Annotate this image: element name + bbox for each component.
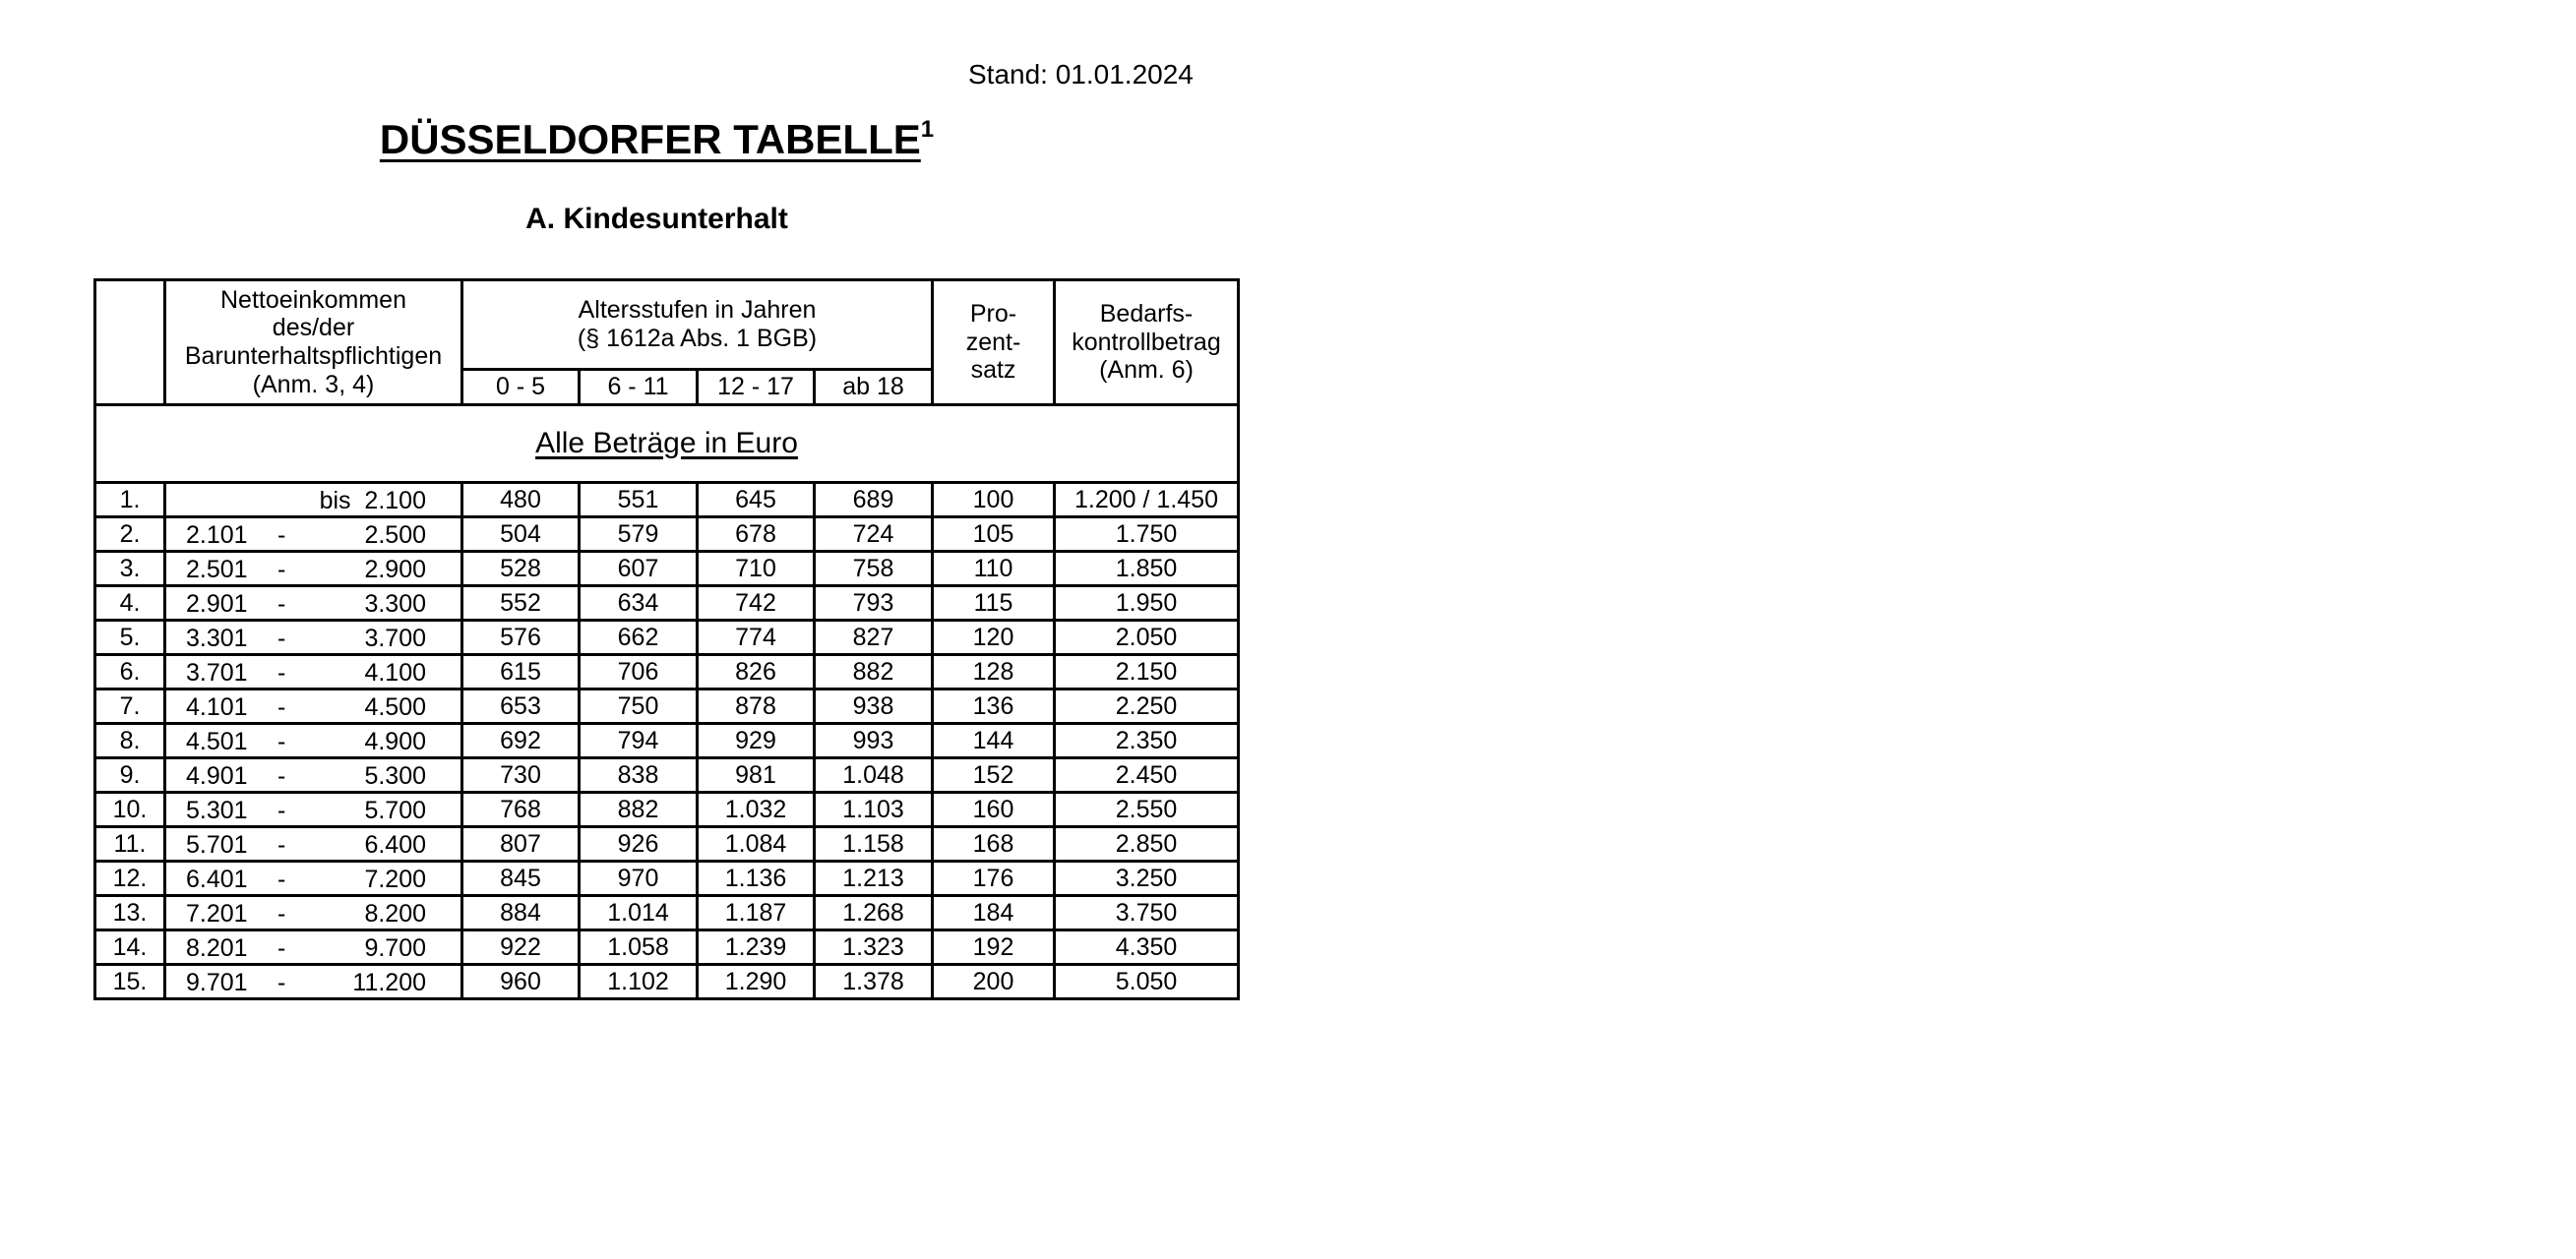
table-row — [95, 586, 1239, 621]
amount-age-6-11: 551 — [580, 483, 698, 517]
income-dash: - — [277, 521, 286, 549]
table-row — [95, 552, 1239, 586]
duesseldorfer-table — [93, 278, 1240, 1000]
header-bedarf — [1055, 280, 1239, 405]
amount-age-ab-18: 1.103 — [815, 793, 933, 827]
percent-value: 120 — [933, 621, 1055, 655]
amount-age-6-11: 794 — [580, 724, 698, 758]
income-to: bis 2.100 — [319, 487, 426, 514]
table-row — [95, 965, 1239, 999]
percent-value: 184 — [933, 896, 1055, 930]
bedarf-value: 1.850 — [1055, 552, 1239, 586]
income-from: 5.301 — [186, 797, 248, 824]
amount-age-12-17: 1.032 — [698, 793, 815, 827]
amount-age-6-11: 1.058 — [580, 930, 698, 965]
amount-age-ab-18: 1.323 — [815, 930, 933, 965]
stand-date: Stand: 01.01.2024 — [968, 59, 1194, 90]
amount-age-12-17: 981 — [698, 758, 815, 793]
amount-age-0-5: 653 — [462, 689, 580, 724]
table-row — [95, 862, 1239, 896]
percent-value: 110 — [933, 552, 1055, 586]
amount-age-6-11: 882 — [580, 793, 698, 827]
row-number: 8. — [95, 724, 165, 758]
income-range — [165, 896, 462, 930]
age-group-12-17: 12 - 17 — [698, 370, 815, 405]
income-to: 6.400 — [364, 831, 426, 859]
bedarf-value: 1.200 / 1.450 — [1055, 483, 1239, 517]
amount-age-12-17: 929 — [698, 724, 815, 758]
amount-age-ab-18: 758 — [815, 552, 933, 586]
income-range — [165, 862, 462, 896]
income-dash: - — [277, 934, 286, 962]
income-from: 8.201 — [186, 934, 248, 962]
amount-age-ab-18: 1.048 — [815, 758, 933, 793]
income-to: 4.900 — [364, 728, 426, 755]
bedarf-value: 2.150 — [1055, 655, 1239, 689]
amount-age-0-5: 576 — [462, 621, 580, 655]
amount-age-0-5: 504 — [462, 517, 580, 552]
amount-age-ab-18: 689 — [815, 483, 933, 517]
amount-age-0-5: 884 — [462, 896, 580, 930]
income-range — [165, 689, 462, 724]
percent-value: 136 — [933, 689, 1055, 724]
bedarf-value: 2.350 — [1055, 724, 1239, 758]
income-from: 4.901 — [186, 762, 248, 790]
bedarf-value: 4.350 — [1055, 930, 1239, 965]
income-range — [165, 483, 462, 517]
amount-age-0-5: 692 — [462, 724, 580, 758]
row-number: 3. — [95, 552, 165, 586]
percent-value: 168 — [933, 827, 1055, 862]
income-to: 9.700 — [364, 934, 426, 962]
income-range — [165, 758, 462, 793]
income-from: 5.701 — [186, 831, 248, 859]
percent-value: 152 — [933, 758, 1055, 793]
header-age-groups — [462, 280, 933, 370]
income-dash: - — [277, 625, 286, 652]
amount-age-ab-18: 993 — [815, 724, 933, 758]
income-range — [165, 621, 462, 655]
amount-age-12-17: 826 — [698, 655, 815, 689]
amount-age-6-11: 607 — [580, 552, 698, 586]
income-dash: - — [277, 797, 286, 824]
amount-age-0-5: 552 — [462, 586, 580, 621]
income-from: 2.101 — [186, 521, 248, 549]
amount-age-0-5: 922 — [462, 930, 580, 965]
income-to: 2.900 — [364, 556, 426, 583]
percent-value: 192 — [933, 930, 1055, 965]
header-income-line: Barunterhaltspflichtigen — [184, 342, 443, 370]
amount-age-0-5: 845 — [462, 862, 580, 896]
income-dash: - — [277, 969, 286, 996]
header-nr-cell — [95, 280, 165, 405]
income-range — [165, 793, 462, 827]
income-from: 3.701 — [186, 659, 248, 687]
income-dash: - — [277, 590, 286, 618]
income-from: 2.501 — [186, 556, 248, 583]
header-income — [165, 280, 462, 405]
row-number: 7. — [95, 689, 165, 724]
income-to: 3.300 — [364, 590, 426, 618]
income-dash: - — [277, 659, 286, 687]
income-from: 2.901 — [186, 590, 248, 618]
amount-age-12-17: 1.136 — [698, 862, 815, 896]
table-row — [95, 655, 1239, 689]
header-bedarf-line: (Anm. 6) — [1099, 356, 1194, 385]
row-number: 10. — [95, 793, 165, 827]
bedarf-value: 3.750 — [1055, 896, 1239, 930]
table-row — [95, 689, 1239, 724]
amount-age-12-17: 1.084 — [698, 827, 815, 862]
amount-age-ab-18: 724 — [815, 517, 933, 552]
row-number: 14. — [95, 930, 165, 965]
header-age-line: Altersstufen in Jahren — [578, 296, 817, 325]
amount-age-12-17: 678 — [698, 517, 815, 552]
amount-age-12-17: 878 — [698, 689, 815, 724]
income-to: 8.200 — [364, 900, 426, 928]
percent-value: 176 — [933, 862, 1055, 896]
row-number: 6. — [95, 655, 165, 689]
income-from: 3.301 — [186, 625, 248, 652]
row-number: 9. — [95, 758, 165, 793]
income-range — [165, 586, 462, 621]
income-dash: - — [277, 866, 286, 893]
amount-age-0-5: 960 — [462, 965, 580, 999]
amount-age-ab-18: 793 — [815, 586, 933, 621]
income-range — [165, 552, 462, 586]
table-row — [95, 793, 1239, 827]
document-title — [0, 116, 1314, 163]
income-dash: - — [277, 900, 286, 928]
income-dash: - — [277, 762, 286, 790]
amount-age-ab-18: 1.378 — [815, 965, 933, 999]
table-row — [95, 896, 1239, 930]
income-range — [165, 655, 462, 689]
income-from: 4.101 — [186, 693, 248, 721]
income-to: 11.200 — [352, 969, 426, 996]
income-dash: - — [277, 693, 286, 721]
amount-age-12-17: 645 — [698, 483, 815, 517]
amount-age-12-17: 1.187 — [698, 896, 815, 930]
unit-note: Alle Beträge in Euro — [535, 426, 798, 459]
amount-age-ab-18: 938 — [815, 689, 933, 724]
amount-age-0-5: 615 — [462, 655, 580, 689]
bedarf-value: 5.050 — [1055, 965, 1239, 999]
amount-age-12-17: 1.239 — [698, 930, 815, 965]
amount-age-0-5: 768 — [462, 793, 580, 827]
amount-age-6-11: 634 — [580, 586, 698, 621]
income-dash: - — [277, 728, 286, 755]
amount-age-6-11: 662 — [580, 621, 698, 655]
row-number: 5. — [95, 621, 165, 655]
header-percent-line: zent- — [965, 328, 1021, 356]
amount-age-6-11: 970 — [580, 862, 698, 896]
percent-value: 115 — [933, 586, 1055, 621]
table-row — [95, 724, 1239, 758]
percent-value: 200 — [933, 965, 1055, 999]
amount-age-12-17: 1.290 — [698, 965, 815, 999]
income-dash: - — [277, 556, 286, 583]
percent-value: 160 — [933, 793, 1055, 827]
income-to: 2.500 — [364, 521, 426, 549]
row-number: 1. — [95, 483, 165, 517]
section-subtitle: A. Kindesunterhalt — [525, 203, 788, 235]
amount-age-6-11: 706 — [580, 655, 698, 689]
income-from: 6.401 — [186, 866, 248, 893]
header-age-line: (§ 1612a Abs. 1 BGB) — [577, 325, 818, 352]
income-range — [165, 517, 462, 552]
bedarf-value: 2.250 — [1055, 689, 1239, 724]
income-range — [165, 965, 462, 999]
row-number: 4. — [95, 586, 165, 621]
income-range — [165, 724, 462, 758]
header-percent-line: Pro- — [969, 299, 1017, 328]
amount-age-0-5: 528 — [462, 552, 580, 586]
row-number: 15. — [95, 965, 165, 999]
header-income-line: (Anm. 3, 4) — [252, 370, 375, 398]
amount-age-12-17: 710 — [698, 552, 815, 586]
income-range — [165, 827, 462, 862]
bedarf-value: 2.850 — [1055, 827, 1239, 862]
income-to: 4.100 — [364, 659, 426, 687]
amount-age-0-5: 730 — [462, 758, 580, 793]
table-row — [95, 827, 1239, 862]
row-number: 11. — [95, 827, 165, 862]
income-to: 5.700 — [364, 797, 426, 824]
amount-age-6-11: 750 — [580, 689, 698, 724]
income-to: 7.200 — [364, 866, 426, 893]
percent-value: 105 — [933, 517, 1055, 552]
percent-value: 100 — [933, 483, 1055, 517]
table-row — [95, 621, 1239, 655]
bedarf-value: 2.450 — [1055, 758, 1239, 793]
header-percent-line: satz — [970, 356, 1016, 385]
amount-age-ab-18: 827 — [815, 621, 933, 655]
header-income-line: Nettoeinkommen — [220, 285, 406, 314]
bedarf-value: 3.250 — [1055, 862, 1239, 896]
bedarf-value: 1.950 — [1055, 586, 1239, 621]
amount-age-6-11: 926 — [580, 827, 698, 862]
row-number: 12. — [95, 862, 165, 896]
amount-age-0-5: 807 — [462, 827, 580, 862]
row-number: 13. — [95, 896, 165, 930]
amount-age-ab-18: 1.213 — [815, 862, 933, 896]
bedarf-value: 1.750 — [1055, 517, 1239, 552]
percent-value: 128 — [933, 655, 1055, 689]
table-row — [95, 758, 1239, 793]
age-group-0-5: 0 - 5 — [462, 370, 580, 405]
table-row — [95, 483, 1239, 517]
amount-age-ab-18: 882 — [815, 655, 933, 689]
bedarf-value: 2.550 — [1055, 793, 1239, 827]
amount-age-12-17: 774 — [698, 621, 815, 655]
income-to: 4.500 — [364, 693, 426, 721]
percent-value: 144 — [933, 724, 1055, 758]
amount-age-6-11: 579 — [580, 517, 698, 552]
title-footnote-mark: 1 — [920, 116, 935, 143]
age-group-6-11: 6 - 11 — [580, 370, 698, 405]
header-bedarf-line: kontrollbetrag — [1072, 328, 1221, 356]
income-to: 3.700 — [364, 625, 426, 652]
title-text: DÜSSELDORFER TABELLE — [379, 116, 921, 162]
amount-age-ab-18: 1.268 — [815, 896, 933, 930]
amount-age-12-17: 742 — [698, 586, 815, 621]
income-dash: - — [277, 831, 286, 859]
amount-age-0-5: 480 — [462, 483, 580, 517]
income-from: 4.501 — [186, 728, 248, 755]
amount-age-6-11: 1.014 — [580, 896, 698, 930]
header-income-line: des/der — [272, 314, 355, 342]
row-number: 2. — [95, 517, 165, 552]
bedarf-value: 2.050 — [1055, 621, 1239, 655]
amount-age-6-11: 838 — [580, 758, 698, 793]
income-from: 7.201 — [186, 900, 248, 928]
income-from: 9.701 — [186, 969, 248, 996]
table-row — [95, 930, 1239, 965]
income-to: 5.300 — [364, 762, 426, 790]
table-row — [95, 517, 1239, 552]
amount-age-6-11: 1.102 — [580, 965, 698, 999]
unit-note-cell — [95, 405, 1239, 483]
age-group-ab-18: ab 18 — [815, 370, 933, 405]
header-bedarf-line: Bedarfs- — [1099, 299, 1194, 328]
header-percent — [933, 280, 1055, 405]
income-range — [165, 930, 462, 965]
amount-age-ab-18: 1.158 — [815, 827, 933, 862]
